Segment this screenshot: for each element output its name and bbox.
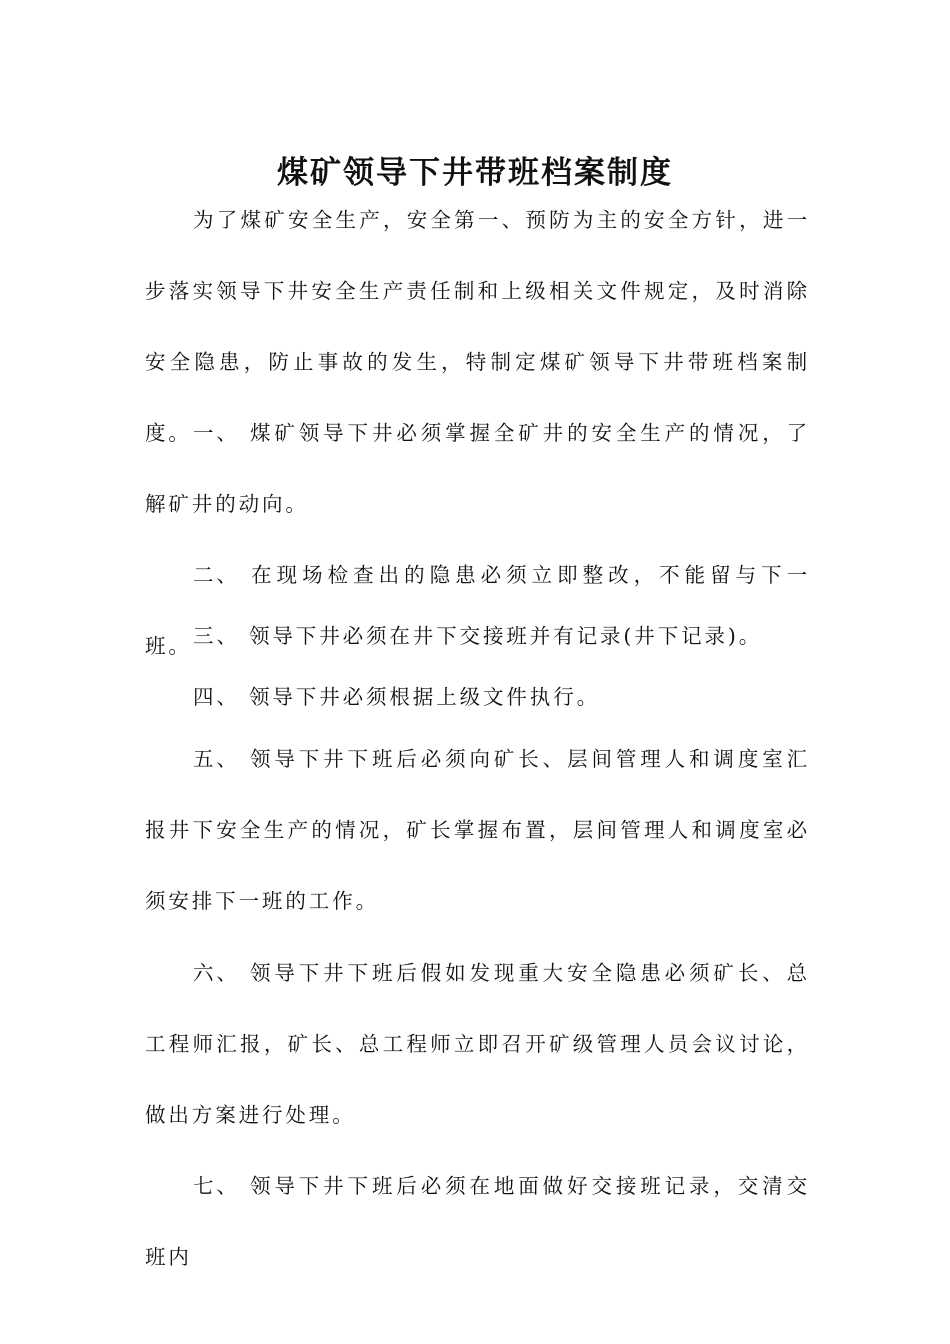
clause-1 (145, 398, 810, 540)
clause-number: 二、 (193, 563, 240, 587)
clause-number: 三、 (193, 624, 240, 648)
page-title: 煤矿领导下井带班档案制度 (277, 154, 673, 191)
clause-4 (145, 662, 810, 733)
clause-number: 七、 (193, 1174, 240, 1198)
clause-text: 煤矿领导下井必须掌握全矿井的安全生产的情况，了解矿井的动向。 (145, 421, 810, 516)
clause-text: 领导下井下班后必须在地面做好交接班记录，交清交班内 (145, 1174, 810, 1269)
clause-number: 四、 (193, 685, 240, 709)
clause-number: 一、 (193, 421, 240, 445)
clause-text: 领导下井下班后必须向矿长、层间管理人和调度室汇报井下安全生产的情况，矿长掌握布置，层间管理人和调度室必须安排下一班的工作。 (145, 747, 810, 913)
clause-5 (145, 724, 810, 937)
clause-6 (145, 938, 810, 1151)
clause-7 (145, 1151, 810, 1293)
clause-text: 领导下井必须在井下交接班并有记录(井下记录)。 (249, 624, 763, 648)
clause-text: 领导下井下班后假如发现重大安全隐患必须矿长、总工程师汇报，矿长、总工程师立即召开矿级管理人员会议讨论，做出方案进行处理。 (145, 961, 810, 1127)
clause-number: 五、 (193, 747, 240, 771)
clause-text: 在现场检查出的隐患必须立即整改，不能留与下一班。 (145, 563, 810, 658)
clause-number: 六、 (193, 961, 240, 985)
intro-paragraph: 为了煤矿安全生产，安全第一、预防为主的安全方针，进一步落实领导下井安全生产责任制和上级相关文件规定，及时消除安全隐患，防止事故的发生，特制定煤矿领导下井带班档案制度。 (145, 208, 810, 445)
clause-text: 领导下井必须根据上级文件执行。 (249, 685, 600, 709)
